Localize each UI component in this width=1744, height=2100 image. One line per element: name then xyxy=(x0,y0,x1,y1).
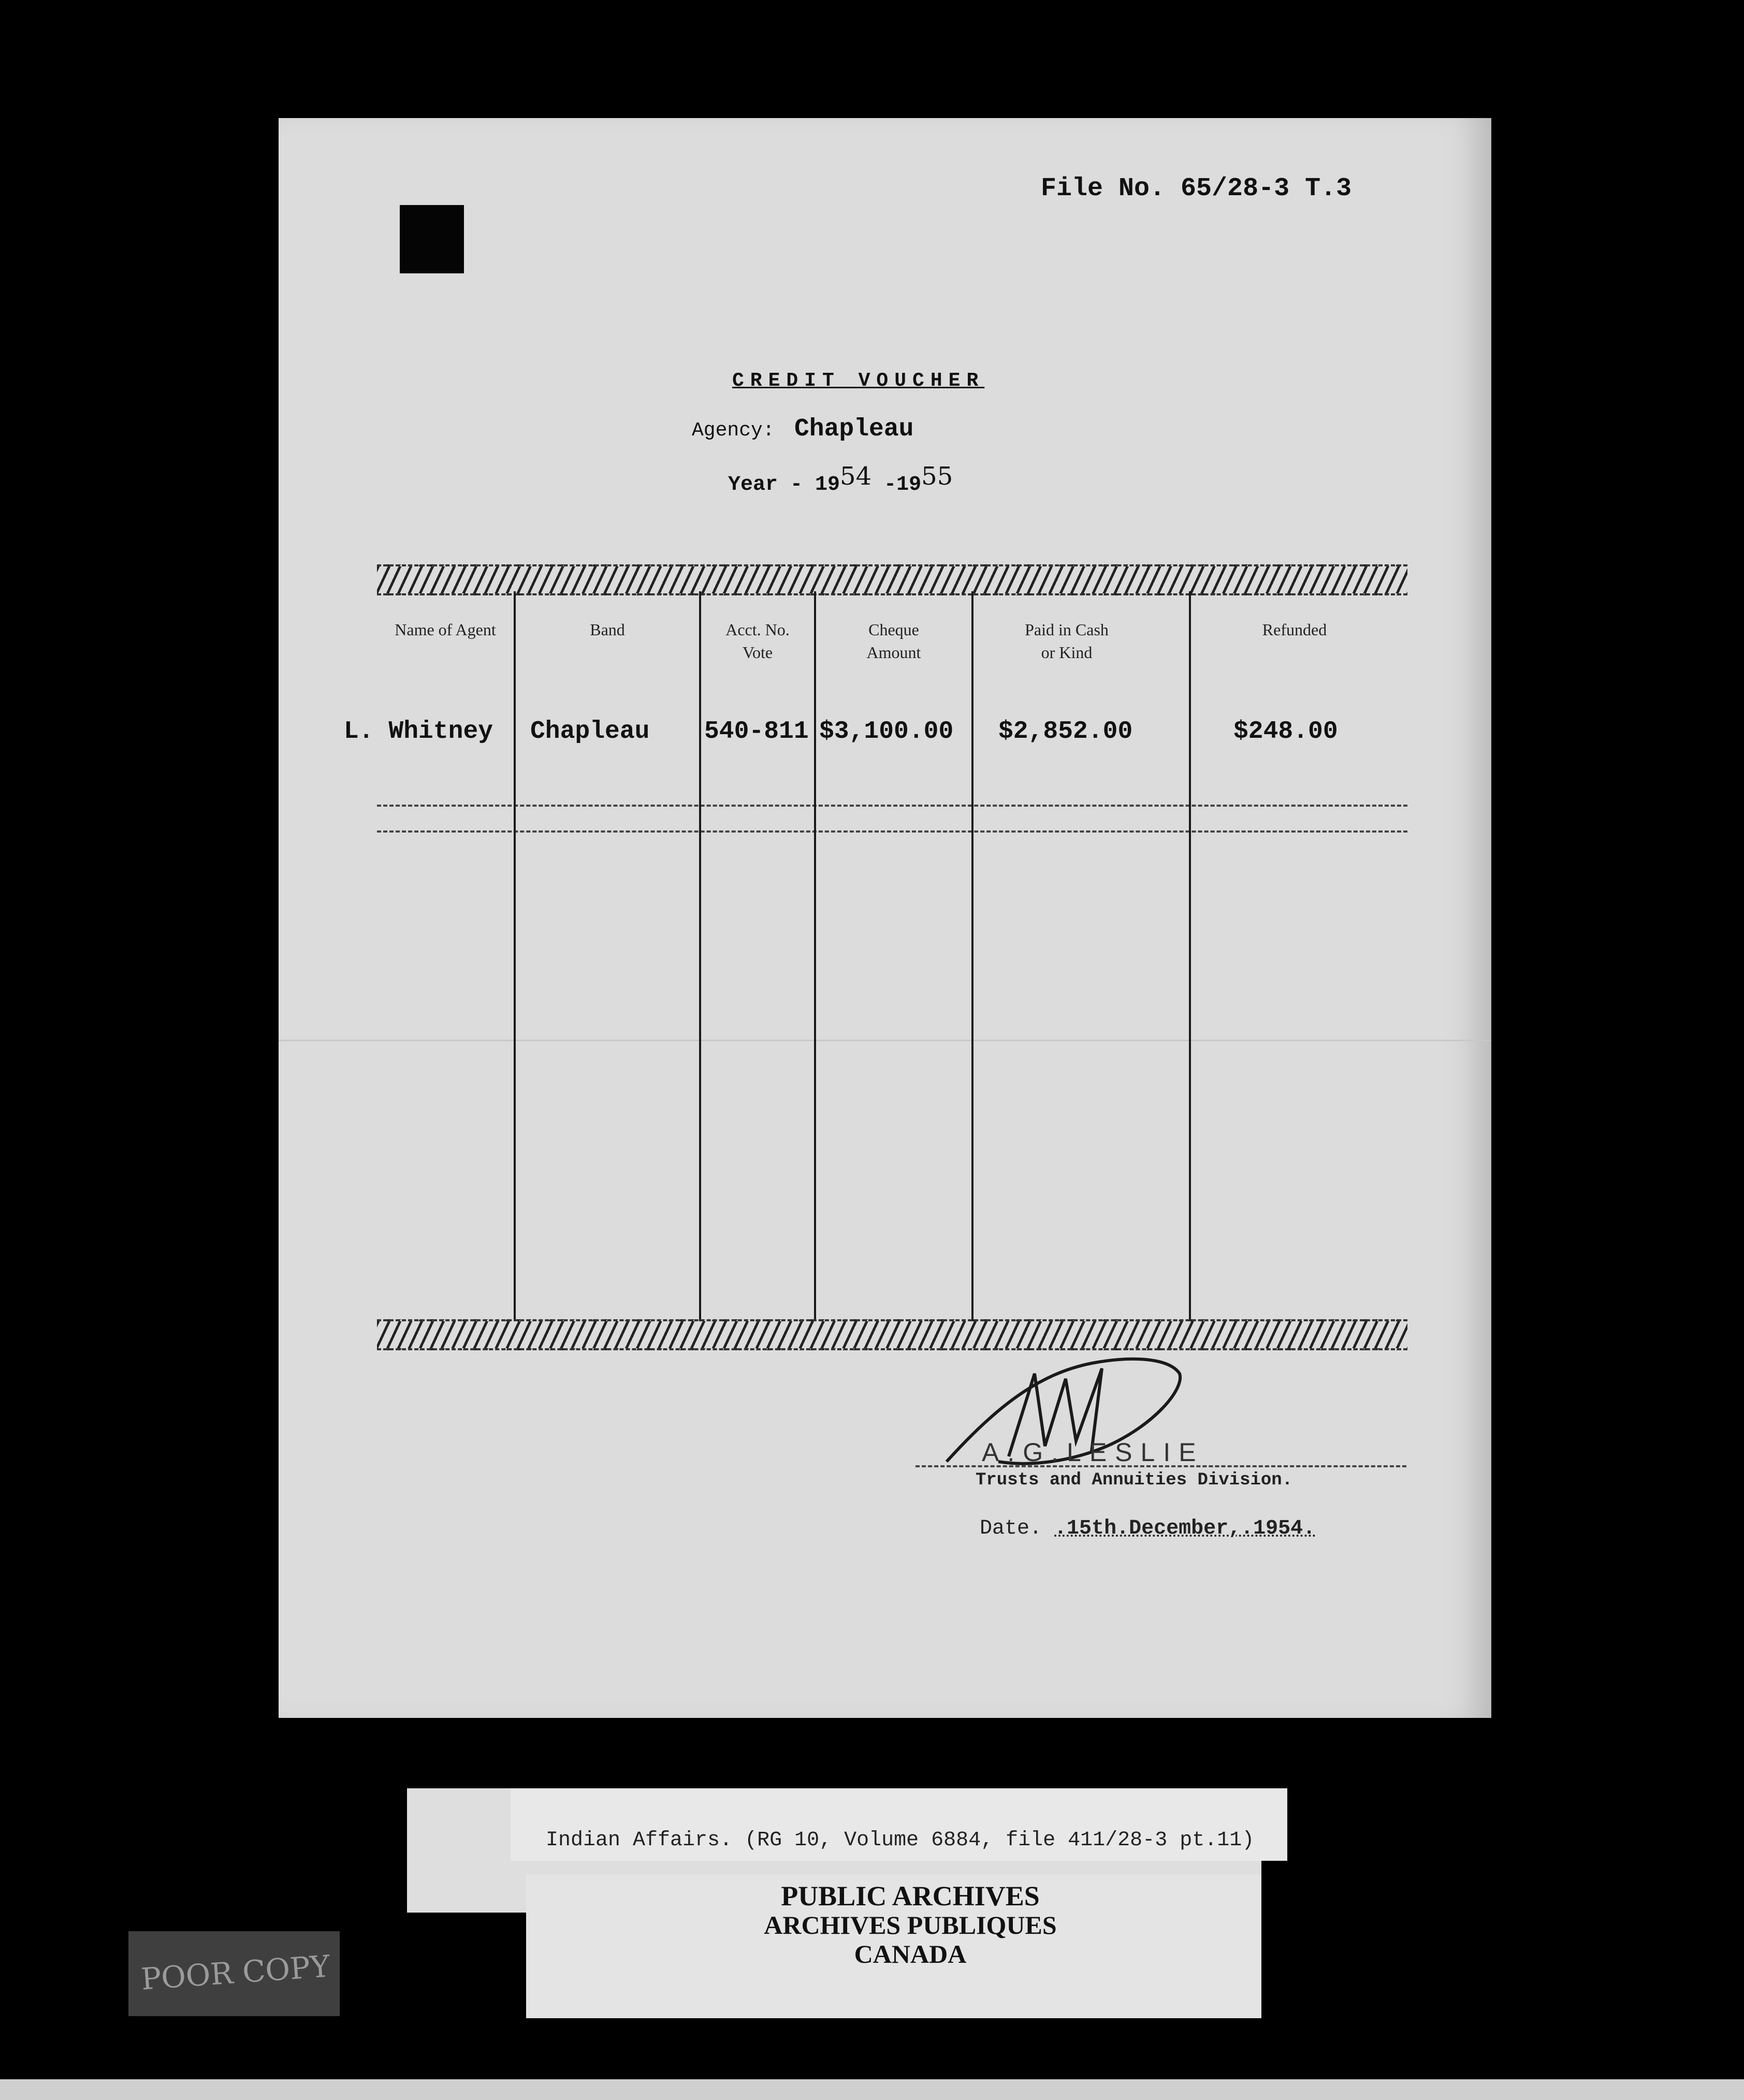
stamp-line-1: PUBLIC ARCHIVES xyxy=(781,1880,1040,1912)
cell-band: Chapleau xyxy=(530,718,650,746)
column-divider xyxy=(971,591,973,1321)
file-number: File No. 65/28-3 T.3 xyxy=(1041,174,1352,203)
document-page xyxy=(279,118,1491,1718)
header-cheque-amount: Cheque Amount xyxy=(866,620,921,662)
column-divider xyxy=(514,591,516,1321)
year-line xyxy=(728,462,953,497)
header-acct-no-vote: Acct. No. Vote xyxy=(725,620,790,662)
header-paid-in-cash: Paid in Cash or Kind xyxy=(1025,620,1109,662)
cell-refunded: $248.00 xyxy=(1233,718,1338,746)
scan-edge-strip xyxy=(0,2079,1744,2100)
poor-copy-note: POOR COPY xyxy=(140,1948,331,1997)
table-bottom-border xyxy=(377,1319,1407,1350)
voucher-title: CREDIT VOUCHER xyxy=(732,370,985,392)
date-value: .15th.December,.1954. xyxy=(1054,1517,1316,1540)
column-divider xyxy=(1189,591,1191,1321)
header-divider-lower xyxy=(377,830,1407,833)
year-handwritten-1: 54 xyxy=(840,462,872,491)
cell-acct-no-vote: 540-811 xyxy=(704,718,809,746)
header-band: Band xyxy=(590,620,625,639)
header-divider xyxy=(377,805,1407,807)
archive-reference: Indian Affairs. (RG 10, Volume 6884, file 411/28-3 pt.11) xyxy=(546,1829,1255,1852)
year-label: Year - xyxy=(728,473,816,497)
stamp-line-2: ARCHIVES PUBLIQUES xyxy=(764,1911,1057,1939)
archive-stamp xyxy=(729,1882,1092,1968)
cell-paid-in-cash: $2,852.00 xyxy=(998,718,1133,746)
cell-cheque-amount: $3,100.00 xyxy=(819,718,954,746)
stamp-line-3: CANADA xyxy=(854,1939,967,1968)
year-separator: - xyxy=(871,473,897,497)
agency-label: Agency: xyxy=(692,419,775,442)
cell-name-of-agent: L. Whitney xyxy=(344,718,493,746)
voucher-table xyxy=(344,564,1407,1346)
signatory-division: Trusts and Annuities Division. xyxy=(976,1470,1293,1490)
signature-line xyxy=(915,1465,1406,1467)
date-line xyxy=(980,1517,1315,1540)
header-name-of-agent: Name of Agent xyxy=(395,620,496,639)
column-divider xyxy=(699,591,701,1321)
column-divider xyxy=(814,591,816,1321)
date-label: Date. xyxy=(980,1517,1042,1540)
signatory-name: A.G.LESLIE xyxy=(982,1438,1204,1467)
agency-value: Chapleau xyxy=(794,415,914,443)
year-prefix-2: 19 xyxy=(896,473,922,497)
table-top-border xyxy=(377,564,1407,595)
year-handwritten-2: 55 xyxy=(921,462,953,491)
header-refunded: Refunded xyxy=(1262,620,1327,639)
year-prefix-1: 19 xyxy=(815,473,840,497)
corner-mark xyxy=(400,205,464,273)
